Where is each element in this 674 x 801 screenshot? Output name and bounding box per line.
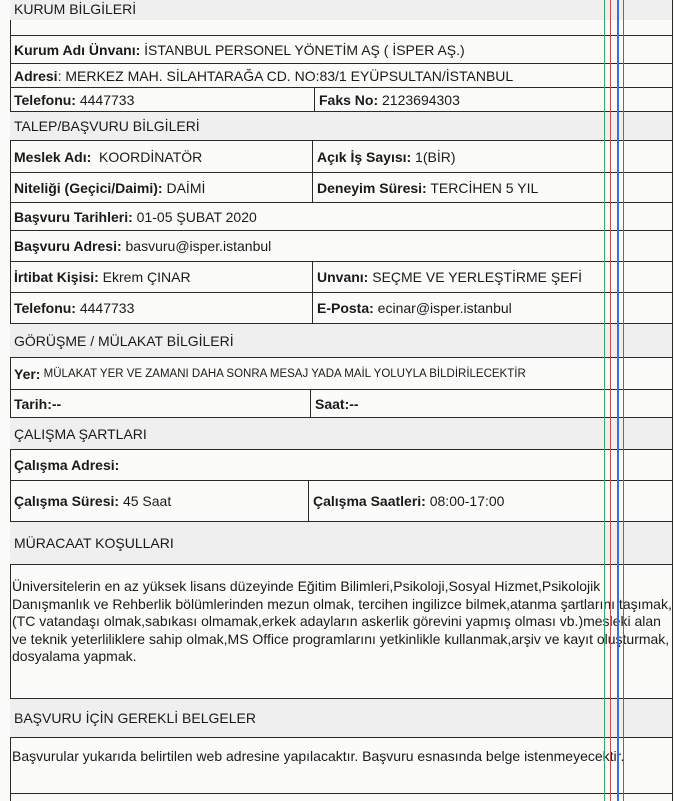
field-value: DAİMİ <box>162 179 206 196</box>
row-adres <box>10 63 672 87</box>
field-label: Telefonu: <box>14 300 76 316</box>
section-muracaat-header <box>10 521 672 564</box>
row-calisma-adresi <box>10 449 672 480</box>
field-value: 08:00-17:00 <box>425 493 505 509</box>
field-label: E-Posta: <box>317 300 374 316</box>
section-title: GÖRÜŞME / MÜLAKAT BİLGİLERİ <box>14 332 234 349</box>
field-label: Unvanı: <box>317 269 369 285</box>
row-meslek <box>10 140 672 172</box>
row-calisma-sure-saat <box>10 480 672 521</box>
field-value: 4447733 <box>75 91 135 108</box>
field-label: Niteliği (Geçici/Daimi): <box>14 179 163 196</box>
field-label: Adresi <box>14 67 58 84</box>
row-nitelik <box>10 172 672 202</box>
field-value: SEÇME VE YERLEŞTİRME ŞEFİ <box>368 269 583 285</box>
field-label: Çalışma Süresi: <box>14 493 120 509</box>
field-label: Kurum Adı Ünvanı: <box>14 41 141 58</box>
field-value: KOORDİNATÖR <box>91 148 203 165</box>
field-label: İrtibat Kişisi: <box>14 269 99 285</box>
scan-artifact-line <box>617 0 619 801</box>
belgeler-paragraph: Başvurular yukarıda belirtilen web adresine yapılacaktır. Başvuru esnasında belge istenmeyecektir. <box>12 748 625 764</box>
field-label: Telefonu: <box>14 91 76 108</box>
field-label: Çalışma Adresi: <box>14 457 120 473</box>
scan-artifact-line <box>623 0 624 801</box>
field-label: Başvuru Tarihleri: <box>14 208 133 225</box>
field-value: TERCİHEN 5 YIL <box>426 179 539 196</box>
field-value: Ekrem ÇINAR <box>98 269 191 285</box>
field-label: Deneyim Süresi: <box>317 179 427 196</box>
row-basvuru-tarihleri <box>10 202 672 230</box>
field-label: Saat:-- <box>315 395 359 412</box>
row-basvuru-adresi <box>10 230 672 261</box>
field-label: Çalışma Saatleri: <box>313 493 426 509</box>
section-kurum-header <box>10 0 672 20</box>
field-value: 45 Saat <box>119 493 172 509</box>
field-label: Yer: <box>14 365 41 382</box>
row-mulakat-yer <box>10 357 672 389</box>
row-irtibat <box>10 261 672 292</box>
table-right-border <box>672 0 673 801</box>
section-title: BAŞVURU İÇİN GEREKLİ BELGELER <box>14 710 256 726</box>
row-telefon-faks <box>10 87 672 111</box>
row-kurum-adi <box>10 35 672 63</box>
scan-artifact-line <box>610 0 611 801</box>
field-value: 4447733 <box>75 300 135 316</box>
field-value: 01-05 ŞUBAT 2020 <box>132 208 257 225</box>
field-value: basvuru@isper.istanbul <box>121 238 272 254</box>
section-title: TALEP/BAŞVURU BİLGİLERİ <box>14 118 200 134</box>
field-value: MÜLAKAT YER VE ZAMANI DAHA SONRA MESAJ YADA MAİL YOLUYLA BİLDİRİLECEKTİR <box>40 367 526 380</box>
table-bottom-line <box>10 793 672 801</box>
field-value: 2123694303 <box>378 91 460 108</box>
section-gorusme-header <box>10 323 672 357</box>
field-value: : MERKEZ MAH. SİLAHTARAĞA CD. NO:83/1 EYÜPSULTAN/İSTANBUL <box>57 67 514 84</box>
row-irtibat-telefon <box>10 292 672 323</box>
field-label: Faks No: <box>319 91 379 108</box>
field-label: Tarih:-- <box>14 395 62 412</box>
section-belgeler-header <box>10 698 672 737</box>
field-value: ecinar@isper.istanbul <box>373 300 512 316</box>
row-mulakat-tarih-saat <box>10 389 672 417</box>
section-calisma-header <box>10 417 672 449</box>
field-value: İSTANBUL PERSONEL YÖNETİM AŞ ( İSPER AŞ.) <box>140 41 465 58</box>
muracaat-paragraph: Üniversitelerin en az yüksek lisans düzeyinde Eğitim Bilimleri,Psikoloji,Sosyal Hizmet,Psikolojik Danışmanlık ve Rehberlik bölümlerinden mezun olmak, tercihen ingilizce bilmek,atanma şartlarını taşımak,(TC vatandaşı olmak,sabıkası olmamak,erkek adayların askerlik görevini yapmış olması vb.)mesleki alan ve teknik yeterliliklere sahip olmak,MS Office programlarını yetkinlikle kullanmak,arşiv ve kayıt oluşturmak, dosyalama yapmak. <box>12 578 672 664</box>
section-talep-header <box>10 111 672 140</box>
section-title: ÇALIŞMA ŞARTLARI <box>14 425 147 442</box>
field-label: Başvuru Adresi: <box>14 238 122 254</box>
scan-artifact-line <box>604 0 605 801</box>
field-label: Meslek Adı: <box>14 148 92 165</box>
section-title: MÜRACAAT KOŞULLARI <box>14 535 174 551</box>
section-title: KURUM BİLGİLERİ <box>14 0 137 17</box>
field-label: Açık İş Sayısı: <box>317 148 412 165</box>
field-value: 1(BİR) <box>411 148 456 165</box>
